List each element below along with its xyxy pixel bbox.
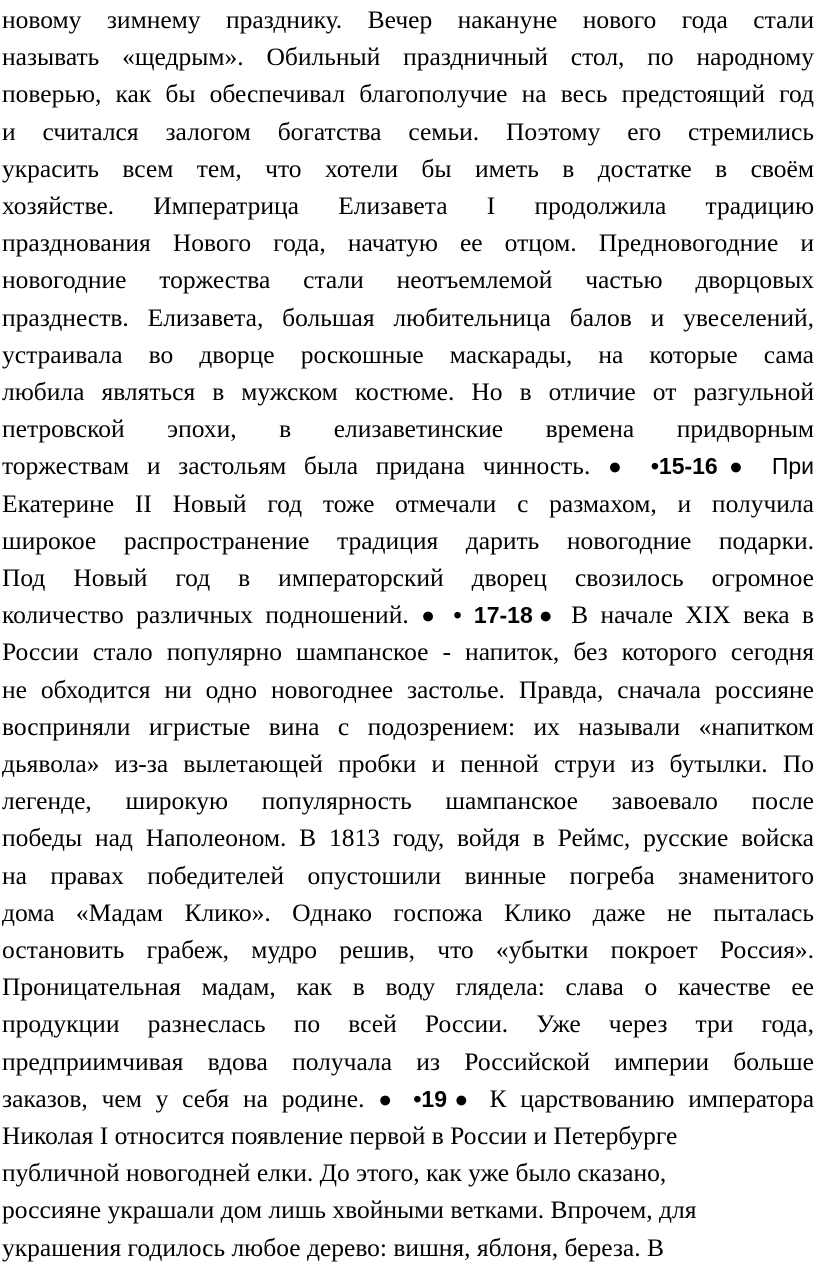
text-line: называть «щедрым». Обильный праздничный стол, по народному [2,42,814,72]
text-line: публичной новогодней елки. До этого, как уже было сказано, [2,1158,667,1188]
text-line: празднования Нового года, начатую ее отцом. Предновогодние и [2,228,814,258]
text-line: новому зимнему празднику. Вечер накануне нового года стали [2,5,814,34]
slide-marker: ● •15-16● [608,453,755,480]
text-line: предприимчивая вдова получала из Российской империи больше [2,1046,814,1076]
text-segment: количество различных подношений. [2,600,409,630]
slide-marker: ● •19● [378,1085,476,1112]
text-line: празднеств. Елизавета, большая любительница балов и увеселений, [2,302,814,332]
text-line-with-slide-marker [2,1081,814,1117]
text-segment: торжествам и застольям была придана чинность. [2,451,591,481]
text-line: новогодние торжества стали неотъемлемой частью дворцовых [2,265,814,295]
text-line: поверью, как бы обеспечивал благополучие на весь предстоящий год [2,79,814,109]
text-line: легенде, широкую популярность шампанское завоевало после [2,786,814,816]
text-line: продукции разнеслась по всей России. Уже через три года, [2,1009,814,1039]
text-line: не обходится ни одно новогоднее застолье. Правда, сначала россияне [2,674,814,704]
text-line: и считался залогом богатства семьи. Поэтому его стремились [2,116,814,146]
text-line: широкое распространение традиция дарить новогодние подарки. [2,525,814,555]
text-line: остановить грабеж, мудро решив, что «убытки покроет Россия». [2,935,814,964]
text-line: восприняли игристые вина с подозрением: их называли «напитком [2,711,814,741]
text-line: хозяйстве. Императрица Елизавета I продолжила традицию [2,191,814,220]
text-segment: заказов, чем у себя на родине. [2,1083,365,1113]
slide-marker: ● • 17-18● [421,602,559,629]
text-line: украшения годилось любое дерево: вишня, яблоня, береза. В [2,1232,664,1262]
text-line: Николая I относится появление первой в России и Петербурге [2,1121,678,1150]
text-line: дома «Мадам Клико». Однако госпожа Клико даже не пыталась [2,897,814,927]
text-segment: К царствованию императора [489,1083,814,1113]
text-line: дьявола» из-за вылетающей пробки и пенной струи из бутылки. По [2,749,814,778]
text-line: на правах победителей опустошили винные погреба знаменитого [2,860,814,890]
text-line: украсить всем тем, что хотели бы иметь в достатке в своём [2,153,814,183]
text-line: петровской эпохи, в елизаветинские времена придворным [2,414,814,444]
text-line: России стало популярно шампанское - напиток, без которого сегодня [2,637,814,667]
text-line-with-slide-marker [2,448,814,484]
text-line-with-slide-marker [2,597,814,633]
text-line: Екатерине II Новый год тоже отмечали с размахом, и получила [2,488,814,518]
text-line: россияне украшали дом лишь хвойными ветками. Впрочем, для [2,1195,697,1225]
text-line: победы над Наполеоном. В 1813 году, войдя в Реймс, русские войска [2,823,814,853]
text-line: Проницательная мадам, как в воду глядела: слава о качестве ее [2,972,814,1002]
text-line: устраивала во дворце роскошные маскарады, на которые сама [2,339,814,369]
text-line: любила являться в мужском костюме. Но в отличие от разгульной [2,377,814,406]
text-segment: При [771,453,814,480]
text-segment: В начале XIX века в [571,600,814,630]
text-line: Под Новый год в императорский дворец свозилось огромное [2,563,814,592]
